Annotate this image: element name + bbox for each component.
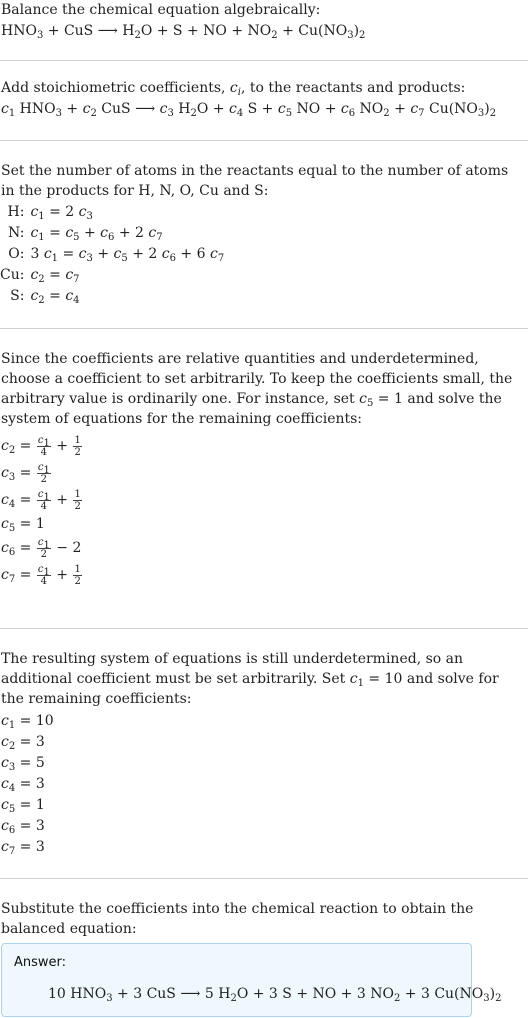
equation-row-h: H: $c_1 = 2$ $c_3$ [7, 204, 93, 222]
solution-row: $c_4$ = $\frac{c_1}{4}$ + $\frac{1}{2}$ [1, 488, 81, 512]
arbitrary-choice-text: Since the coefficients are relative quantities and underdetermined, choose a coefficient to set arbitrarily. To keep the coefficients small, the arbitrary value is ordinarily one. For instance, set $c_5 = 1$ and solve the system of equations for the remaining coefficients: [1, 351, 513, 427]
solution-row: $c_2$ = $\frac{c_1}{4}$ + $\frac{1}{2}$ [1, 434, 81, 458]
equation-row-s: S: $c_2 = c_4$ [10, 288, 80, 306]
equation-row-n: N: $c_1 = c_5 + c_6 + 2$ $c_7$ [7, 225, 163, 243]
unbalanced-equation: $HNO_3$ + CuS ⟶ $H_2O + S$ + NO + $NO_2 + Cu(NO_3)_2$ [1, 23, 366, 41]
value-row: $c_4 = 3$ [1, 776, 45, 794]
divider [0, 328, 528, 329]
divider [0, 140, 528, 141]
coefficients-text: Add stoichiometric coefficients, $c_i$, to the reactants and products: [1, 80, 466, 98]
divider [0, 628, 528, 629]
atom-balance-text: Set the number of atoms in the reactants equal to the number of atoms in the products for H, N, O, Cu and S: [1, 163, 509, 199]
final-values-text: The resulting system of equations is still underdetermined, so an additional coefficient must be set arbitrarily. Set $c_1 = 10$ and solve for the remaining coefficients: [1, 651, 499, 707]
coefficient-values [0, 711, 528, 858]
partial-solution [0, 433, 528, 589]
value-row: $c_5 = 1$ [1, 797, 45, 815]
value-row: $c_3 = 5$ [1, 755, 45, 773]
solution-row: $c_7$ = $\frac{c_1}{4}$ + $\frac{1}{2}$ [1, 563, 81, 587]
value-row: $c_6 = 3$ [1, 818, 45, 836]
atom-equation-system [0, 202, 224, 307]
solution-row: $c_6$ = $\frac{c_1}{2}$ − 2 [1, 536, 82, 560]
solution-row: $c_5 = 1$ [1, 516, 45, 534]
section-problem [0, 0, 528, 41]
value-row: $c_2 = 3$ [1, 734, 45, 752]
section-atom-balance [0, 161, 528, 307]
solution-row: $c_3$ = $\frac{c_1}{2}$ [1, 461, 50, 485]
divider [0, 878, 528, 879]
balanced-equation: 10 $HNO_3 + 3$ CuS ⟶ 5 $H_2O + 3$ S + NO + 3 $NO_2 + 3$ $Cu(NO_3)_2$ [48, 986, 502, 1004]
section-arbitrary-choice [0, 349, 528, 589]
answer-label: Answer: [14, 955, 67, 970]
coefficient-equation: $c_1$ $HNO_3 + c_2$ CuS ⟶ $c_3$ $H_2O + c_4$ $S + c_5$ NO + $c_6$ $NO_2 + c_7$ $Cu(NO_3)_2$ [1, 101, 497, 119]
intro-text: Balance the chemical equation algebraically: [1, 2, 321, 18]
equation-row-o: O: 3 $c_1 = c_3 + c_5 + 2$ $c_6 + 6$ $c_7$ [8, 246, 225, 264]
section-coefficients [0, 78, 528, 119]
value-row: $c_7 = 3$ [1, 839, 45, 857]
equation-row-cu: Cu: $c_2 = c_7$ [0, 267, 80, 285]
section-final-values [0, 649, 528, 858]
answer-intro-text: Substitute the coefficients into the chemical reaction to obtain the balanced equation: [1, 901, 474, 937]
answer-box [1, 943, 502, 1017]
section-answer [0, 899, 528, 939]
divider [0, 60, 528, 61]
value-row: $c_1 = 10$ [1, 713, 54, 731]
